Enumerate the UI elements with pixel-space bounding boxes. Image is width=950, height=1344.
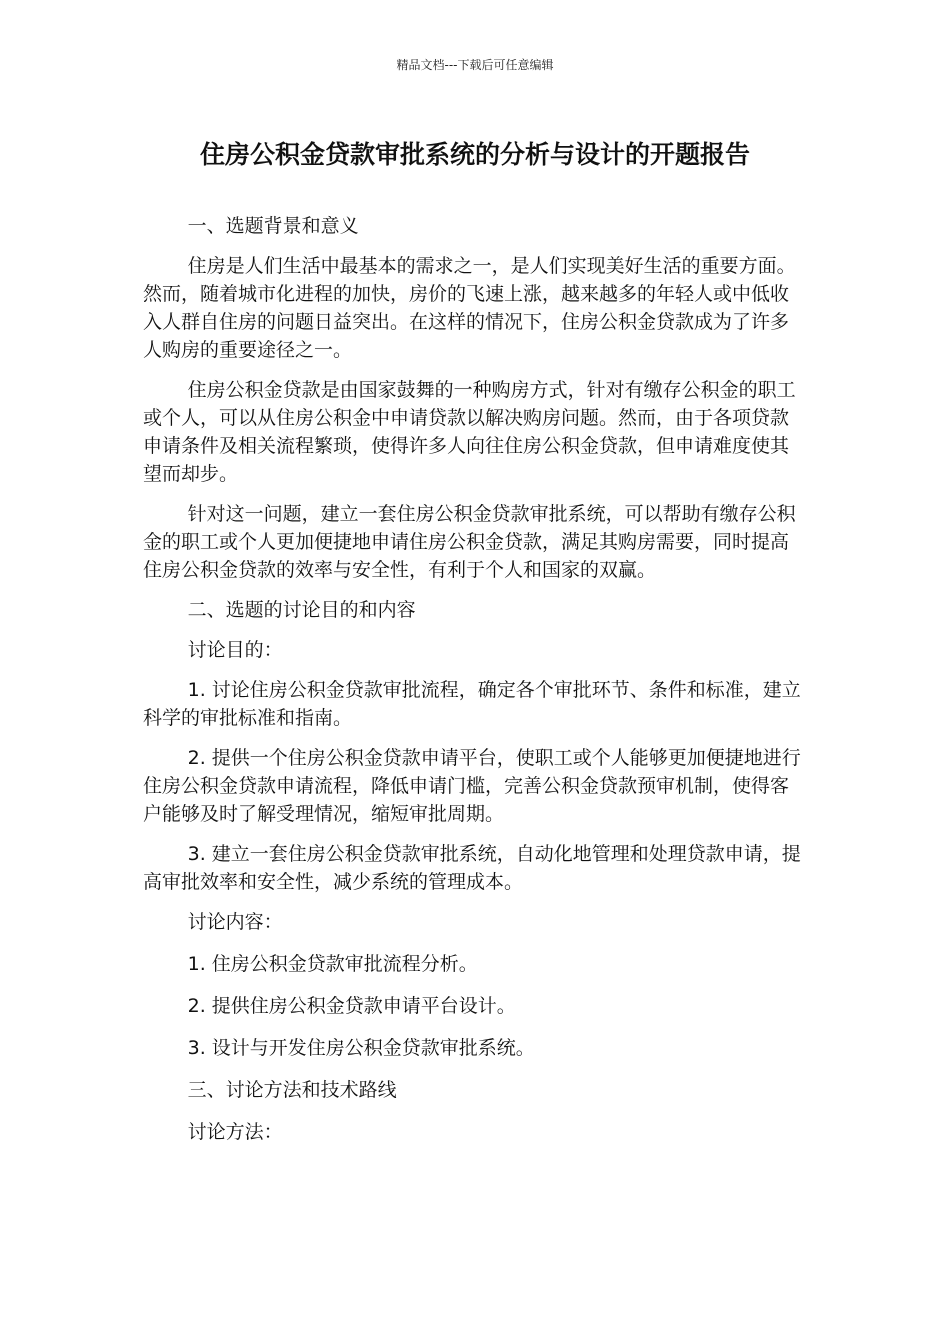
paragraph-background-3: 针对这一问题，建立一套住房公积金贷款审批系统，可以帮助有缴存公积金的职工或个人更加便捷地申请住房公积金贷款，满足其购房需要，同时提高住房公积金贷款的效率与安全性，有利于个人和国家的双赢。	[143, 503, 796, 581]
paragraph-background-2: 住房公积金贷款是由国家鼓舞的一种购房方式，针对有缴存公积金的职工或个人，可以从住房公积金中申请贷款以解决购房问题。然而，由于各项贷款申请条件及相关流程繁琐，使得许多人向往住房公积金贷款，但申请难度使其望而却步。	[143, 379, 796, 485]
header-note: 精品文档---下载后可任意编辑	[396, 58, 554, 72]
list-item-purpose-2: 2. 提供一个住房公积金贷款申请平台，使职工或个人能够更加便捷地进行住房公积金贷款申请流程，降低申请门槛，完善公积金贷款预审机制，使得客户能够及时了解受理情况，缩短审批周期。	[143, 747, 801, 825]
list-item-purpose-3: 3. 建立一套住房公积金贷款审批系统，自动化地管理和处理贷款申请，提高审批效率和安全性，减少系统的管理成本。	[143, 843, 801, 893]
document-title: 住房公积金贷款审批系统的分析与设计的开题报告	[199, 140, 750, 169]
list-item-content-1: 1. 住房公积金贷款审批流程分析。	[187, 953, 478, 975]
list-item-content-2: 2. 提供住房公积金贷款申请平台设计。	[187, 995, 516, 1017]
list-item-content-3: 3. 设计与开发住房公积金贷款审批系统。	[187, 1037, 535, 1059]
list-item-purpose-1: 1. 讨论住房公积金贷款审批流程，确定各个审批环节、条件和标准，建立科学的审批标准和指南。	[143, 679, 801, 729]
paragraph-background-1: 住房是人们生活中最基本的需求之一，是人们实现美好生活的重要方面。然而，随着城市化进程的加快，房价的飞速上涨，越来越多的年轻人或中低收入人群自住房的问题日益突出。在这样的情况下，住房公积金贷款成为了许多人购房的重要途径之一。	[143, 255, 796, 361]
document-body	[143, 212, 807, 1160]
subheading-methods: 讨论方法：	[187, 1121, 283, 1143]
section-heading-background: 一、选题背景和意义	[187, 215, 359, 237]
subheading-purpose: 讨论目的：	[187, 639, 283, 661]
subheading-content: 讨论内容：	[187, 911, 283, 933]
section-heading-methods: 三、讨论方法和技术路线	[187, 1079, 397, 1101]
section-heading-purpose-content: 二、选题的讨论目的和内容	[187, 599, 416, 621]
